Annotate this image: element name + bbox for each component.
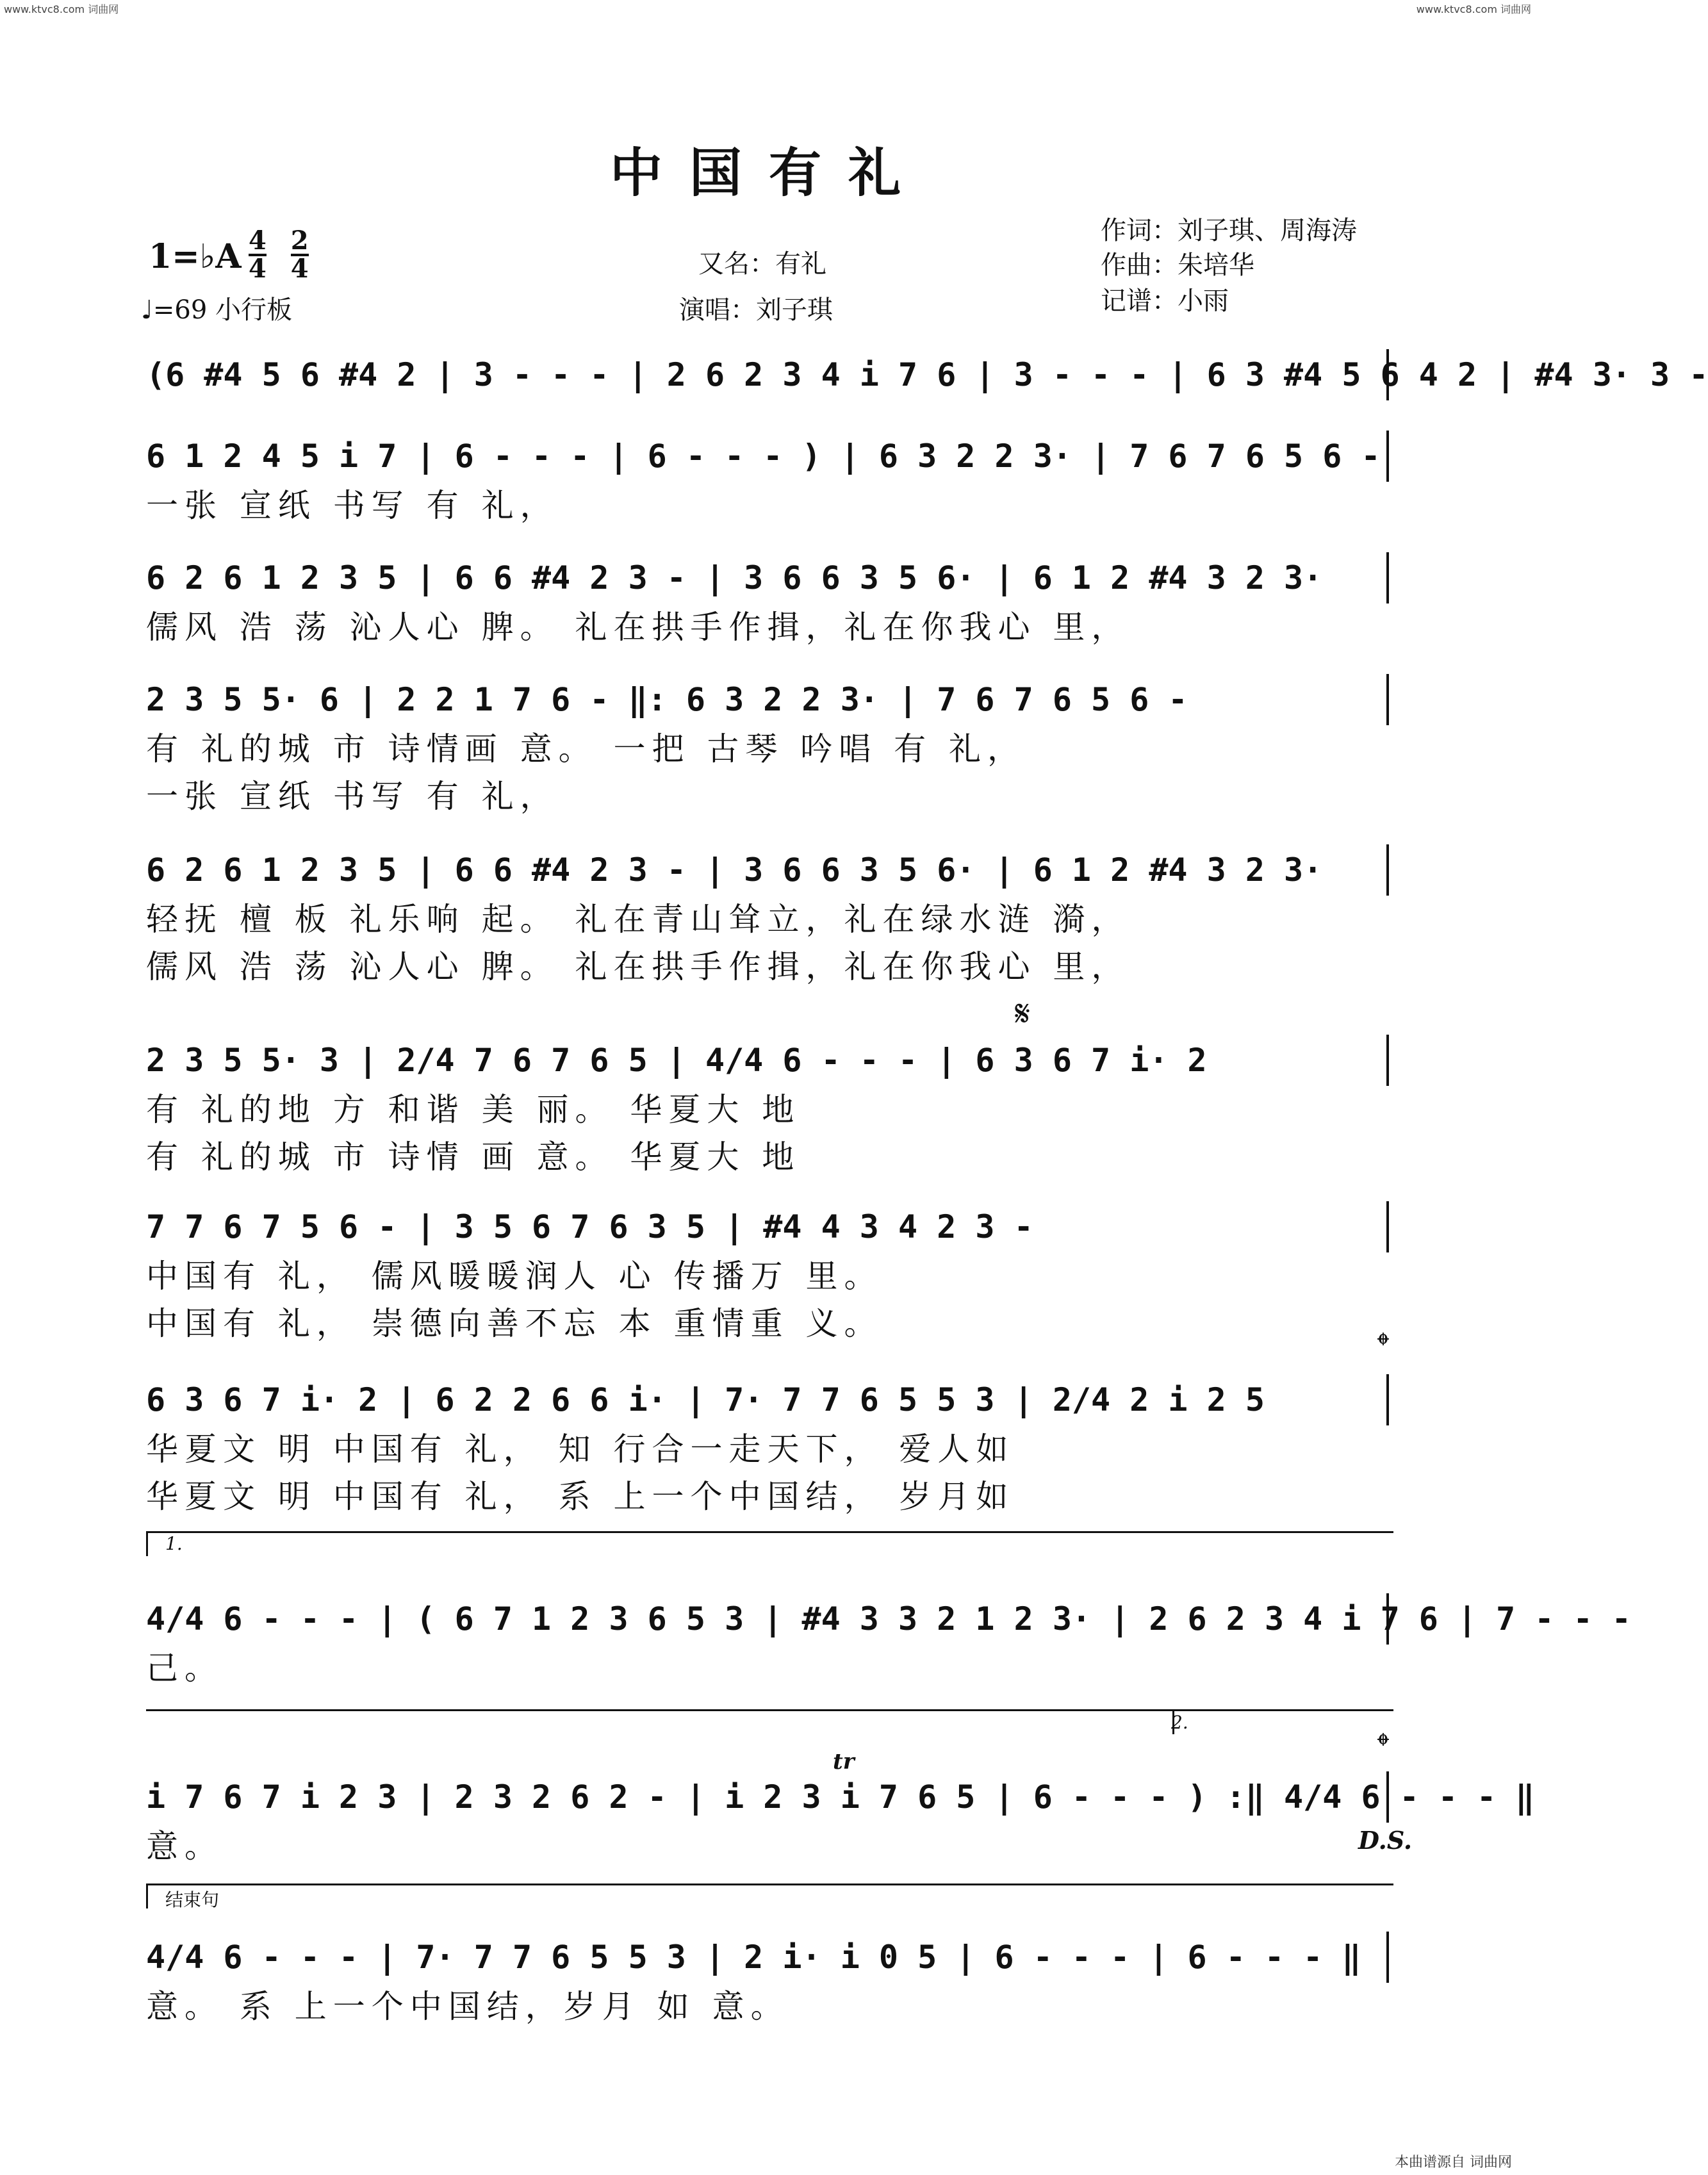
outro-label: 结束句: [165, 1889, 220, 1910]
meter1-bottom: 4: [249, 254, 267, 284]
notation-line: i 7 6 7 i 2 3 | 2 3 2 6 2 - | i 2 3 i 7 6 5 | 6 - - - ) :‖ 4/4 6 - - - ‖: [146, 1771, 1389, 1823]
tempo-marking: ♩=69 小行板: [141, 295, 292, 325]
trill-mark: tr: [833, 1749, 855, 1775]
coda-sign: 𝄌: [1377, 1727, 1389, 1765]
score-system-8: [146, 1374, 1389, 1520]
watermark-top-left: www.ktvc8.com 词曲网: [4, 3, 119, 15]
song-singer: 演唱：刘子琪: [679, 295, 833, 325]
score-system-1: [146, 349, 1708, 400]
lyric-line: 一张 宣纸 书写 有 礼，: [146, 778, 559, 815]
first-ending-bracket: [146, 1531, 1393, 1556]
lyric-line: 己。: [146, 1650, 223, 1687]
notation-line: (6 #4 5 6 #4 2 | 3 - - - | 2 6 2 3 4 i 7 6 | 3 - - - | 6 3 #4 5 6 4 2 | #4 3· 3 -: [146, 349, 1389, 400]
meter1-top: 4: [249, 226, 267, 256]
score-system-11: [146, 1932, 1389, 2030]
lyric-line: 中国有 礼， 儒风暖暖润人 心 传播万 里。: [146, 1258, 883, 1295]
lyric-line: 儒风 浩 荡 沁人心 脾。 礼在拱手作揖，礼在你我心 里，: [146, 948, 1130, 985]
notation-line: 6 2 6 1 2 3 5 | 6 6 #4 2 3 - | 3 6 6 3 5 6· | 6 1 2 #4 3 2 3·: [146, 844, 1389, 896]
lyric-line: 一张 宣纸 书写 有 礼，: [146, 487, 559, 524]
key-signature: 1=♭A: [149, 237, 242, 276]
time-signatures: [249, 228, 324, 282]
lyric-line: 有 礼的城 市 诗情 画 意。 华夏大 地: [146, 1138, 801, 1176]
lyric-line: 轻抚 檀 板 礼乐响 起。 礼在青山耸立，礼在绿水涟 漪，: [146, 901, 1130, 938]
watermark-bottom-right: 本曲谱源自 词曲网: [1395, 2154, 1512, 2171]
outro-bracket: [146, 1884, 1393, 1908]
song-transcriber: 记谱：小雨: [1101, 286, 1229, 316]
time-signature-2-4: [291, 228, 309, 282]
notation-line: 2 3 5 5· 6 | 2 2 1 7 6 - ‖: 6 3 2 2 3· | 7 6 7 6 5 6 -: [146, 674, 1389, 725]
score-system-6: [146, 1035, 1389, 1181]
notation-line: 6 2 6 1 2 3 5 | 6 6 #4 2 3 - | 3 6 6 3 5 6· | 6 1 2 #4 3 2 3·: [146, 552, 1389, 603]
second-ending-label: 2.: [1171, 1712, 1188, 1733]
dal-segno-mark: D.S.: [1358, 1826, 1413, 1855]
score-system-2: [146, 431, 1389, 529]
score-system-10: [146, 1771, 1535, 1870]
meter2-top: 2: [290, 226, 309, 256]
song-composer: 作曲：朱培华: [1101, 250, 1254, 280]
segno-sign: 𝄋: [1015, 993, 1031, 1035]
lyric-line: 华夏文 明 中国有 礼， 知 行合一走天下， 爱人如: [146, 1431, 1015, 1468]
score-system-7: [146, 1201, 1389, 1347]
lyric-line: 有 礼的地 方 和谐 美 丽。 华夏大 地: [146, 1091, 801, 1128]
song-alias: 又名：有礼: [698, 249, 826, 279]
lyric-line: 意。 系 上一个中国结，岁月 如 意。: [146, 1988, 789, 2025]
time-signature-4-4: [249, 228, 267, 282]
notation-line: 7 7 6 7 5 6 - | 3 5 6 7 6 3 5 | #4 4 3 4 2 3 -: [146, 1201, 1389, 1252]
coda-sign: 𝄌: [1377, 1326, 1389, 1365]
notation-line: 2 3 5 5· 3 | 2/4 7 6 7 6 5 | 4/4 6 - - - | 6 3 6 7 i· 2: [146, 1035, 1389, 1086]
song-lyricist: 作词：刘子琪、周海涛: [1101, 216, 1357, 245]
notation-line: 4/4 6 - - - | 7· 7 7 6 5 5 3 | 2 i· i 0 5 | 6 - - - | 6 - - - ‖: [146, 1932, 1389, 1983]
score-system-4: [146, 674, 1389, 820]
lyric-line: 儒风 浩 荡 沁人心 脾。 礼在拱手作揖，礼在你我心 里，: [146, 609, 1130, 646]
score-system-9: [146, 1593, 1631, 1692]
score-system-3: [146, 552, 1389, 651]
score-system-5: [146, 844, 1389, 990]
watermark-top-right: www.ktvc8.com 词曲网: [1416, 3, 1531, 15]
meter2-bottom: 4: [290, 254, 309, 284]
first-ending-label: 1.: [165, 1533, 183, 1554]
lyric-line: 华夏文 明 中国有 礼， 系 上一个中国结， 岁月如: [146, 1478, 1015, 1515]
second-ending-bracket: [1172, 1709, 1393, 1734]
notation-line: 6 1 2 4 5 i 7 | 6 - - - | 6 - - - ) | 6 3 2 2 3· | 7 6 7 6 5 6 -: [146, 431, 1389, 482]
notation-line: 6 3 6 7 i· 2 | 6 2 2 6 6 i· | 7· 7 7 6 5 5 3 | 2/4 2 i 2 5: [146, 1374, 1389, 1425]
lyric-line: 意。: [146, 1828, 223, 1865]
notation-line: 4/4 6 - - - | ( 6 7 1 2 3 6 5 3 | #4 3 3 2 1 2 3· | 2 6 2 3 4 i 7 6 | 7 - - -: [146, 1593, 1389, 1645]
song-title: 中国有礼: [609, 142, 928, 204]
lyric-line: 中国有 礼， 崇德向善不忘 本 重情重 义。: [146, 1305, 883, 1342]
lyric-line: 有 礼的城 市 诗情画 意。 一把 古琴 吟唱 有 礼，: [146, 730, 1026, 767]
